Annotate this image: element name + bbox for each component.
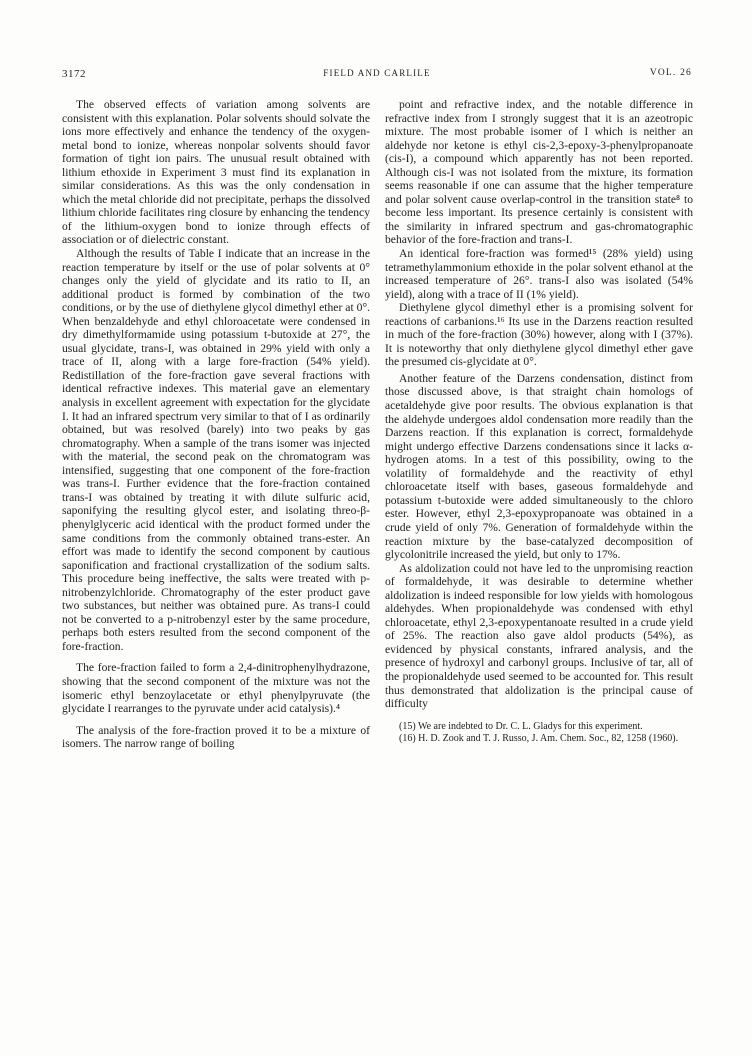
- paragraph: The observed effects of variation among solvents are consistent with this explanation. Polar solvents should solvate the ions more effectively and enhance the tendency of the oxygen-metal bond to ionize, whereas nonpolar solvents should favor formation of tight ion pairs. The unusual result obtained with lithium ethoxide in Experiment 3 must find its explanation in similar considerations. As this was the only condensation in which the metal chloride did not precipitate, perhaps the dissolved lithium chloride facilitates ring closure by enhancing the tendency of the lithium-oxygen bond to ionize through effects of association or of dielectric constant.: [62, 98, 370, 247]
- paragraph: Although the results of Table I indicate that an increase in the reaction temperature by itself or the use of polar solvents at 0° changes only the yield of glycidate and its ratio to II, an additional product is formed by combination of the two conditions, or by the use of diethylene glycol dimethyl ether at 0°. When benzaldehyde and ethyl chloroacetate were condensed in dry dimethylformamide using potassium t-butoxide at 27°, the usual glycidate, trans-I, was obtained in 29% yield with only a trace of II, along with a large fore-fraction (54% yield). Redistillation of the fore-fraction gave several fractions with identical refractive indexes. This material gave an elementary analysis in excellent agreement with expectation for the glycidate I. It had an infrared spectrum very similar to that of I as ordinarily obtained, but was resolved (barely) into two peaks by gas chromatography. When a sample of the trans isomer was injected with the material, the second peak on the chromatogram was intensified, suggesting that one component of the fore-fraction was trans-I. Further evidence that the fore-fraction contained trans-I was obtained by treating it with dilute sulfuric acid, saponifying the resulting glycol ester, and isolating threo-β-phenylglyceric acid identical with the product formed under the same conditions from the commonly obtained trans-ester. An effort was made to identify the second component by cautious saponification and fractional crystallization of the sodium salts. This procedure being ineffective, the salts were treated with p-nitrobenzylchloride. Chromatography of the ester product gave two substances, but neither was obtained pure. As trans-I could not be converted to a p-nitrobenzyl ester by the same procedure, perhaps both esters resulted from the second component of the fore-fraction.: [62, 247, 370, 653]
- paragraph: An identical fore-fraction was formed¹⁵ (28% yield) using tetramethylammonium ethoxide in the polar solvent ethanol at the increased temperature of 26°. trans-I also was isolated (54% yield), along with a trace of II (1% yield).: [385, 247, 693, 301]
- paragraph: Another feature of the Darzens condensation, distinct from those discussed above, is that straight chain homologs of acetaldehyde give poor results. The obvious explanation is that the aldehyde undergoes aldol condensation more readily than the Darzens reaction. If this explanation is correct, formaldehyde might undergo effective Darzens condensations since it lacks α-hydrogen atoms. In a test of this possibility, owing to the volatility of formaldehyde and the reactivity of ethyl chloroacetate itself with bases, gaseous formaldehyde and potassium t-butoxide were added simultaneously to the chloro ester. However, ethyl 2,3-epoxypropanoate was obtained in a crude yield of only 7%. Generation of formaldehyde within the reaction mixture by the base-catalyzed decomposition of glycolonitrile increased the yield, but only to 17%.: [385, 371, 693, 562]
- paragraph: Diethylene glycol dimethyl ether is a promising solvent for reactions of carbanions.¹⁶ Its use in the Darzens reaction resulted in much of the fore-fraction (30%) however, along with I (37%). It is noteworthy that only diethylene glycol dimethyl ether gave the presumed cis-glycidate at 0°.: [385, 301, 693, 369]
- volume-label: VOL. 26: [649, 68, 692, 78]
- paragraph: The fore-fraction failed to form a 2,4-dinitrophenylhydrazone, showing that the second component of the mixture was not the isomeric ethyl benzoylacetate or ethyl phenylpyruvate (the glycidate I rearranges to the pyruvate under acid catalysis).⁴: [62, 661, 370, 716]
- paragraph: The analysis of the fore-fraction proved it to be a mixture of isomers. The narrow range of boiling: [62, 723, 370, 751]
- running-header: [62, 68, 692, 82]
- footnote: (16) H. D. Zook and T. J. Russo, J. Am. Chem. Soc., 82, 1258 (1960).: [399, 732, 679, 744]
- right-column: [385, 98, 693, 745]
- left-column: [62, 98, 370, 751]
- footnote: (15) We are indebted to Dr. C. L. Gladys for this experiment.: [399, 720, 643, 732]
- paragraph: point and refractive index, and the notable difference in refractive index from I strongly suggest that it is an azeotropic mixture. The most probable isomer of I which is neither an aldehyde nor ketone is ethyl cis-2,3-epoxy-3-phenylpropanoate (cis-I), a compound which apparently has not been reported. Although cis-I was not isolated from the mixture, its formation seems reasonable if one can assume that the higher temperature and polar solvent cause overlap-control in the transition state⁸ to become less important. Its presence certainly is consistent with the similarity in infrared spectrum and gas-chromatographic behavior of the fore-fraction and trans-I.: [385, 98, 693, 247]
- footnote-separator: [385, 711, 693, 721]
- paragraph: As aldolization could not have led to the unpromising reaction of formaldehyde, it was desirable to determine whether aldolization is indeed responsible for low yields with homologous aldehydes. When propionaldehyde was condensed with ethyl chloroacetate, ethyl 2,3-epoxypentanoate resulted in a crude yield of 25%. The reaction also gave aldol products (54%), as evidenced by physical constants, infrared analysis, and the presence of hydroxyl and carbonyl groups. Inclusive of tar, all of the propionaldehyde used seemed to be accounted for. This result thus demonstrated that aldolization is the principal cause of difficulty: [385, 561, 693, 711]
- running-head-authors: FIELD AND CARLILE: [323, 68, 431, 78]
- page-number: 3172: [62, 68, 86, 80]
